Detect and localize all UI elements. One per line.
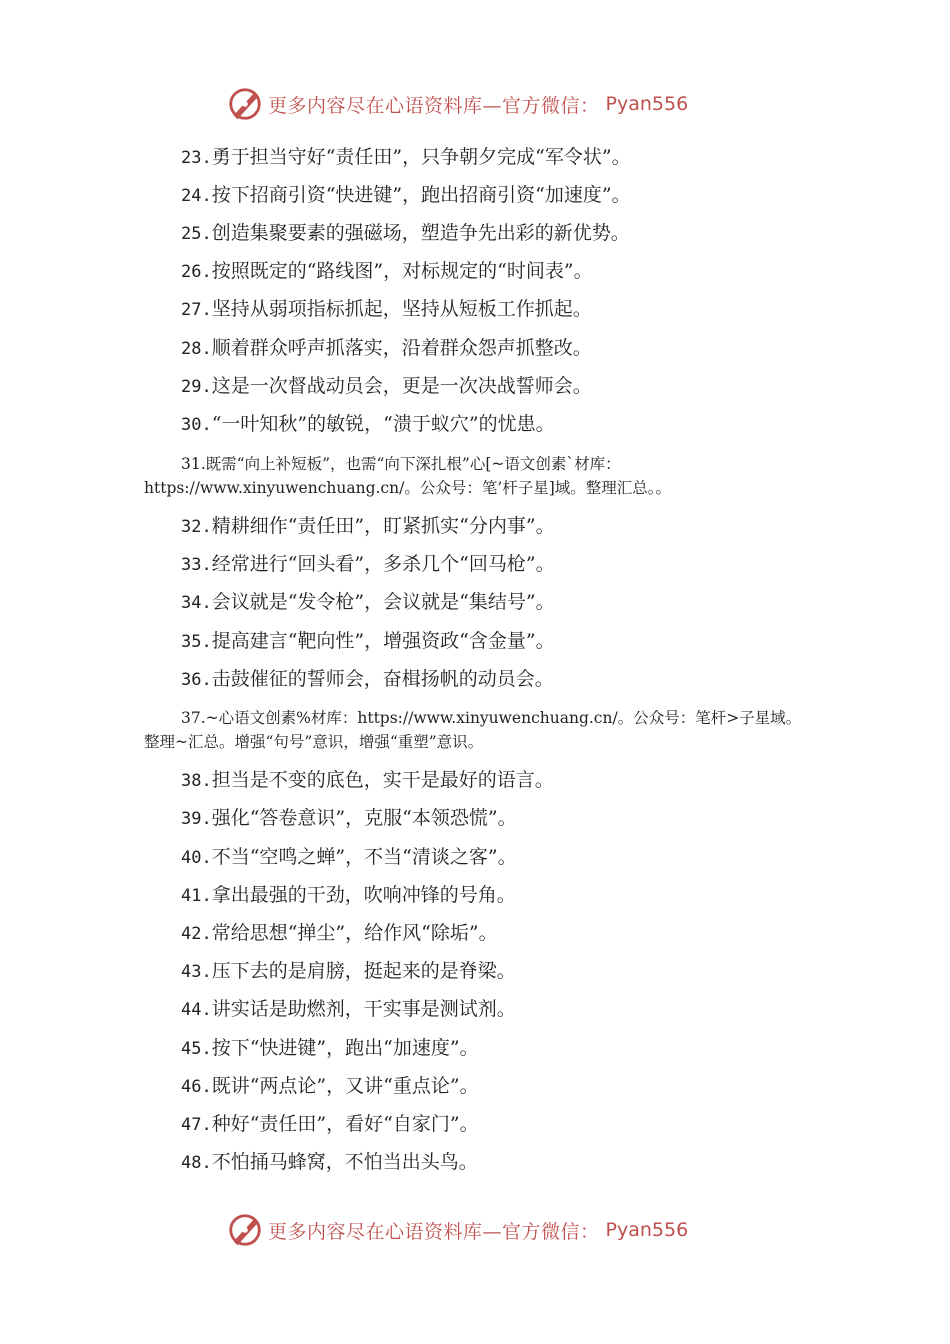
list-item: 41.拿出最强的干劲，吹响冲锋的号角。 (181, 884, 516, 906)
list-item: 29.这是一次督战动员会，更是一次决战誓师会。 (181, 375, 592, 397)
list-item: 42.常给思想“掸尘”，给作风“除垢”。 (181, 922, 498, 944)
list-item: 48.不怕捅马蜂窝，不怕当出头鸟。 (181, 1151, 478, 1173)
pen-logo-icon (226, 85, 264, 123)
list-item: 32.精耕细作“责任田”，盯紧抓实“分内事”。 (181, 515, 555, 537)
list-item: 25.创造集聚要素的强磁场，塑造争先出彩的新优势。 (181, 222, 630, 244)
list-item: 40.不当“空鸣之蝉”，不当“清谈之客”。 (181, 846, 517, 868)
list-item: 36.击鼓催征的誓师会，奋楫扬帆的动员会。 (181, 668, 554, 690)
header-banner (226, 84, 726, 124)
list-item: 43.压下去的是肩膀，挺起来的是脊梁。 (181, 960, 516, 982)
pen-logo-icon (226, 1211, 264, 1249)
list-item: 38.担当是不变的底色，实干是最好的语言。 (181, 769, 554, 791)
list-item: 46.既讲“两点论”，又讲“重点论”。 (181, 1075, 479, 1097)
list-item: 35.提高建言“靶向性”，增强资政“含金量”。 (181, 630, 555, 652)
list-item: 39.强化“答卷意识”，克服“本领恐慌”。 (181, 807, 517, 829)
banner-wechat-id: Pyan556 (605, 93, 689, 115)
footer-banner (226, 1210, 726, 1250)
banner-text: 更多内容尽在心语资料库—官方微信： (268, 94, 600, 117)
list-item: 24.按下招商引资“快进键”，跑出招商引资“加速度”。 (181, 184, 631, 206)
list-item: 23.勇于担当守好“责任田”，只争朝夕完成“军令状”。 (181, 146, 631, 168)
list-item: 47.种好“责任田”，看好“自家门”。 (181, 1113, 479, 1135)
list-item: 44.讲实话是助燃剂，干实事是测试剂。 (181, 998, 516, 1020)
list-item: 30.“一叶知秋”的敏锐，“溃于蚁穴”的忧患。 (181, 413, 555, 435)
list-item: 28.顺着群众呼声抓落实，沿着群众怨声抓整改。 (181, 337, 592, 359)
list-item: 26.按照既定的“路线图”，对标规定的“时间表”。 (181, 260, 593, 282)
banner-text: 更多内容尽在心语资料库—官方微信： (268, 1220, 600, 1243)
banner-wechat-id: Pyan556 (605, 1219, 689, 1241)
list-item: 45.按下“快进键”，跑出“加速度”。 (181, 1037, 479, 1059)
paragraph-37: 37.~心语文创素%材库：https://www.xinyuwenchuang.cn/。公众号：笔杆>子星域。整理~汇总。增强“句号”意识，增强“重塑”意识。 (144, 709, 802, 751)
list-item: 34.会议就是“发令枪”，会议就是“集结号”。 (181, 591, 555, 613)
list-item: 27.坚持从弱项指标抓起，坚持从短板工作抓起。 (181, 298, 592, 320)
list-item: 33.经常进行“回头看”，多杀几个“回马枪”。 (181, 553, 555, 575)
paragraph-31: 31.既需“向上补短板”，也需“向下深扎根”心[~语文创素`材库：https://www.xinyuwenchuang.cn/。公众号：笔’杆子星]域。整理汇总。。 (144, 455, 672, 497)
